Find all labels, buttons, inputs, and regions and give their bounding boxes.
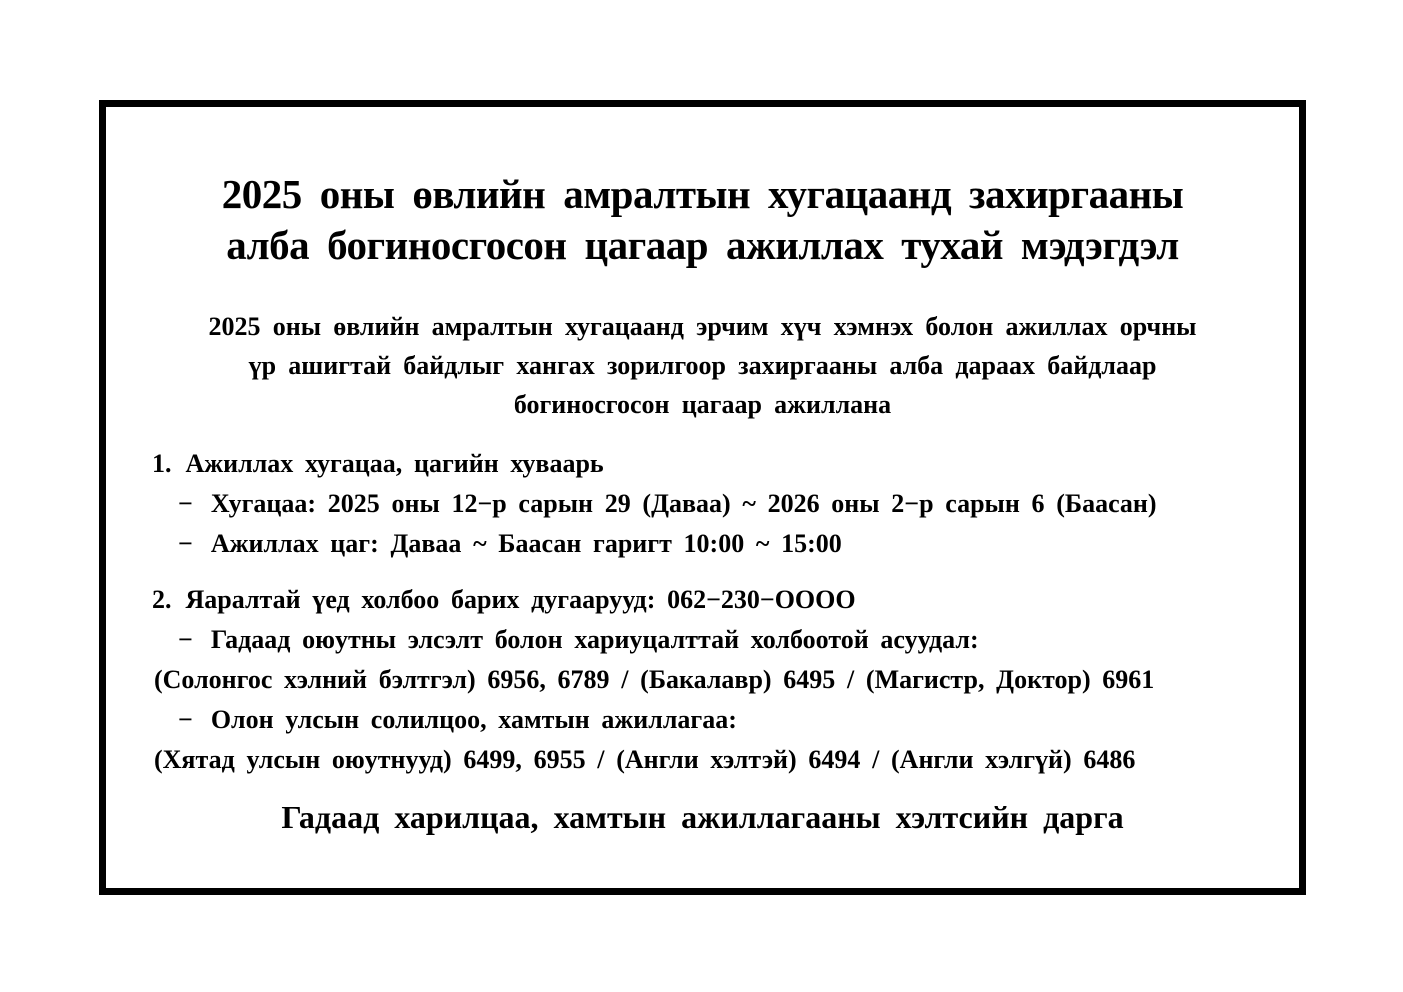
title-line-2: алба богиносгосон цагаар ажиллах тухай мэдэгдэл: [226, 222, 1179, 268]
section-heading-text: Яаралтай үед холбоо барих дугаарууд: 062−230−OOOO: [185, 585, 856, 614]
section-heading: [148, 582, 1257, 618]
list-item-text: (Хятад улсын оюутнууд) 6499, 6955 / (Англи хэлтэй) 6494 / (Англи хэлгүй) 6486: [154, 745, 1136, 774]
list-item-text: Хугацаа: 2025 оны 12−р сарын 29 (Даваа) ~ 2026 оны 2−р сарын 6 (Баасан): [210, 489, 1157, 518]
dash-bullet: −: [178, 705, 193, 734]
dash-bullet: −: [178, 529, 193, 558]
list-item: [148, 525, 1257, 562]
intro-line-1: 2025 оны өвлийн амралтын хугацаанд эрчим хүч хэмнэх болон ажиллах орчны: [208, 312, 1197, 341]
list-item: [148, 621, 1257, 658]
list-item: [148, 661, 1257, 698]
notice-sections: [148, 446, 1257, 778]
list-item: [148, 741, 1257, 778]
intro-line-2: үр ашигтай байдлыг хангах зорилгоор захиргааны алба дараах байдлаар: [248, 351, 1157, 380]
list-item: [148, 701, 1257, 738]
dash-bullet: −: [178, 489, 193, 518]
notice-border: [99, 100, 1306, 895]
intro-paragraph: [166, 307, 1239, 424]
signature-line: Гадаад харилцаа, хамтын ажиллагааны хэлтсийн дарга: [281, 799, 1124, 835]
dash-bullet: −: [178, 625, 193, 654]
list-item-text: Олон улсын солилцоо, хамтын ажиллагаа:: [210, 705, 737, 734]
section-heading: [148, 446, 1257, 482]
section-work-schedule: [148, 446, 1257, 562]
list-item-text: Гадаад оюутны элсэлт болон хариуцалттай холбоотой асуудал:: [210, 625, 979, 654]
list-item-text: Ажиллах цаг: Даваа ~ Баасан гаригт 10:00 ~ 15:00: [210, 529, 842, 558]
list-item: [148, 485, 1257, 522]
section-emergency-contacts: [148, 582, 1257, 778]
title-line-1: 2025 оны өвлийн амралтын хугацаанд захиргааны: [221, 171, 1184, 217]
notice-title: [136, 169, 1269, 271]
intro-line-3: богиносгосон цагаар ажиллана: [513, 390, 892, 419]
section-number: 1.: [152, 449, 172, 478]
section-number: 2.: [152, 585, 172, 614]
list-item-text: (Солонгос хэлний бэлтгэл) 6956, 6789 / (Бакалавр) 6495 / (Магистр, Доктор) 6961: [154, 665, 1155, 694]
section-heading-text: Ажиллах хугацаа, цагийн хуваарь: [185, 449, 604, 478]
